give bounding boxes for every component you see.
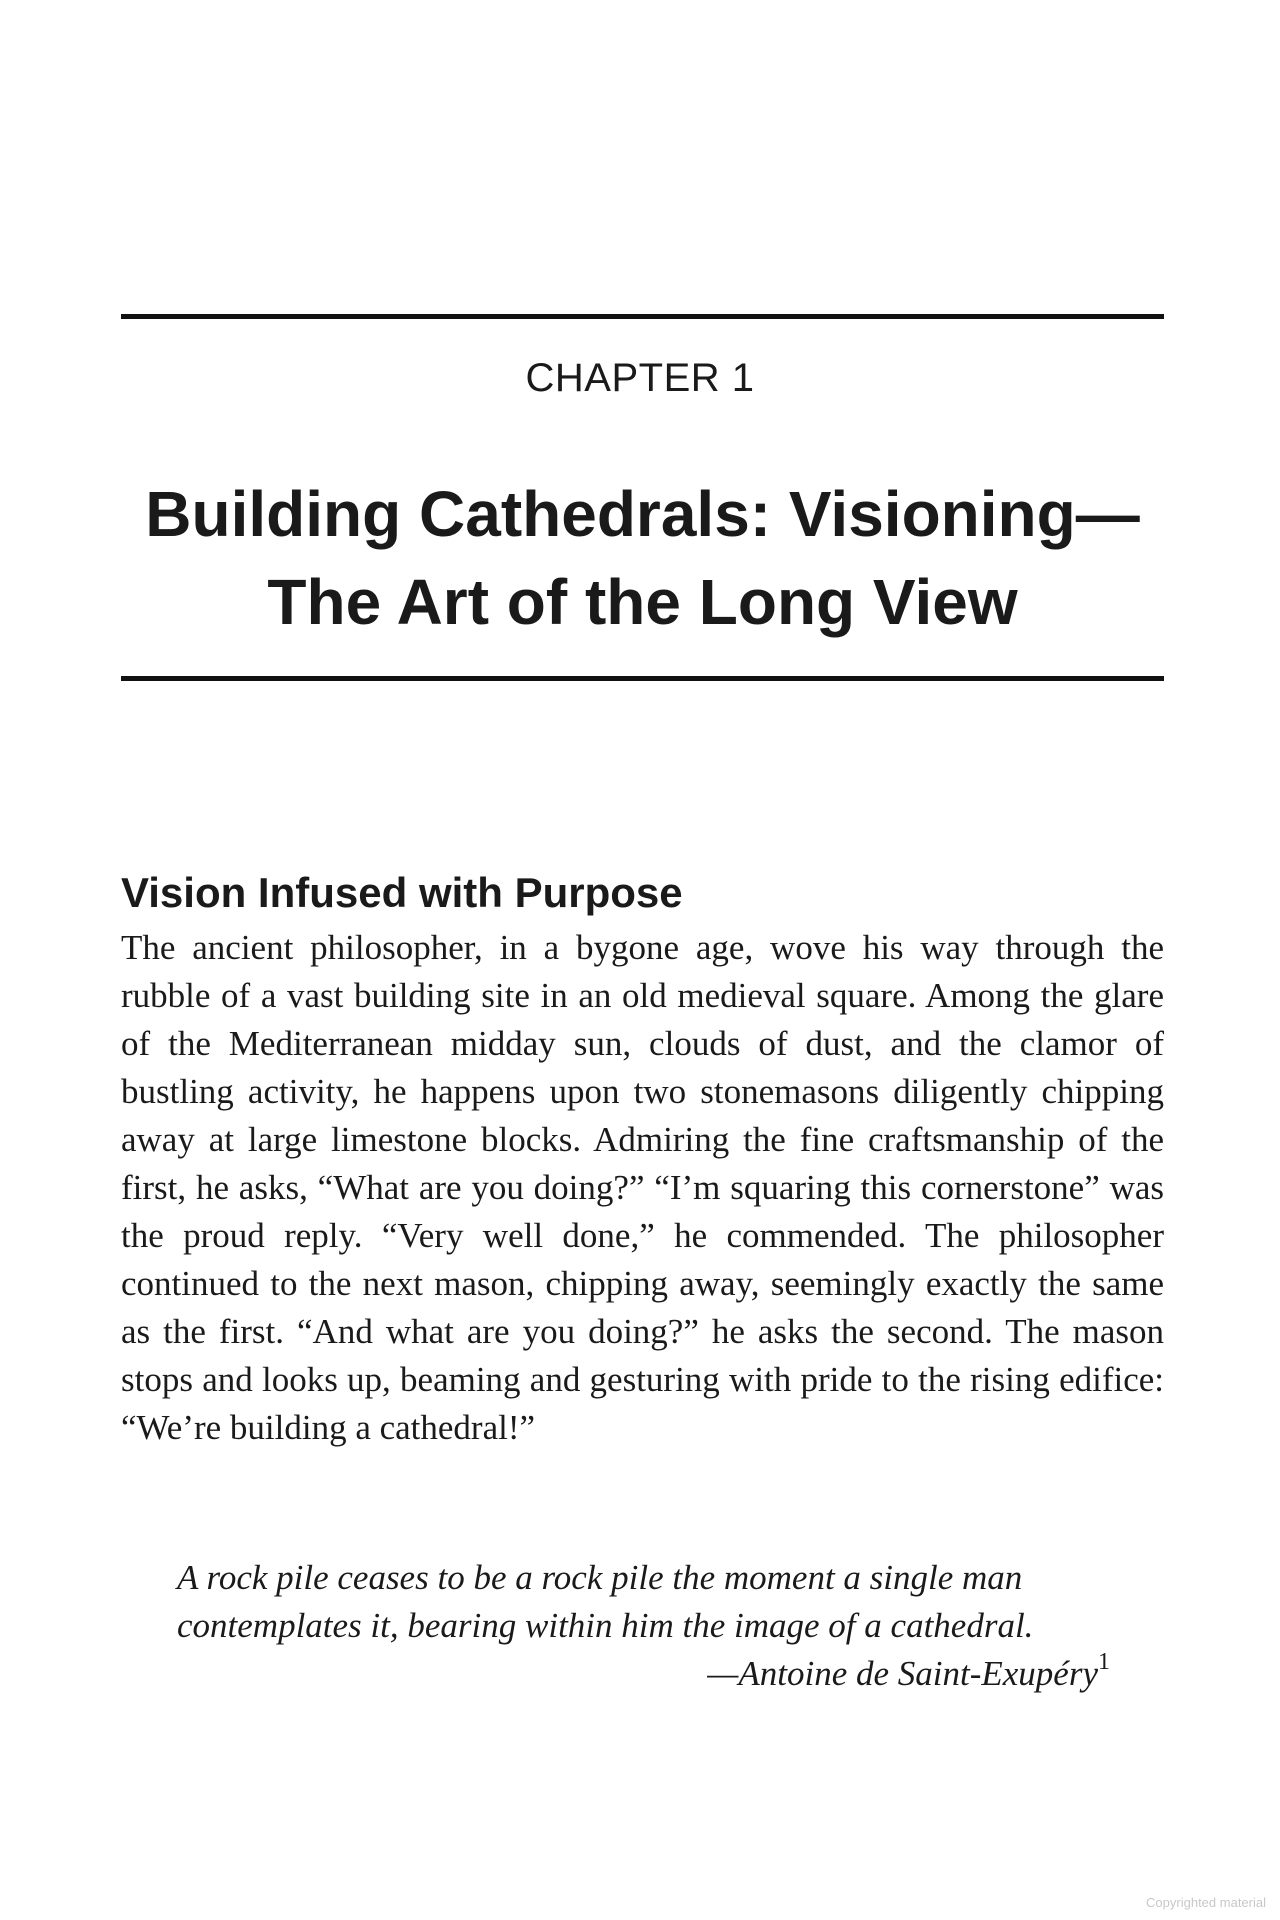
chapter-label: CHAPTER 1 (525, 356, 755, 400)
copyright-watermark: Copyrighted material (1146, 1895, 1266, 1910)
section-heading: Vision Infused with Purpose (121, 869, 683, 916)
top-rule (121, 314, 1164, 319)
epigraph-line-2: contemplates it, bearing within him the image of a cathedral. (177, 1606, 1034, 1645)
chapter-title-line-2: The Art of the Long View (267, 566, 1018, 638)
footnote-marker[interactable]: 1 (1098, 1649, 1110, 1675)
chapter-title-line-1: Building Cathedrals: Visioning— (145, 478, 1140, 550)
attribution-text: —Antoine de Saint-Exupéry (707, 1654, 1098, 1693)
epigraph-attribution (177, 1650, 1110, 1698)
chapter-title (121, 470, 1164, 646)
bottom-rule (121, 676, 1164, 681)
epigraph-quote (177, 1554, 1110, 1698)
epigraph-line-1: A rock pile ceases to be a rock pile the moment a single man (177, 1558, 1023, 1597)
body-paragraph: The ancient philosopher, in a bygone age, wove his way through the rubble of a vast building site in an old medieval square. Among the glare of the Mediterranean midday sun, clouds of dust, and the clamor of bustling activity, he happens upon two stonemasons diligently chipping away at large limestone blocks. Admiring the fine craftsmanship of the first, he asks, “What are you doing?” “I’m squaring this cornerstone” was the proud reply. “Very well done,” he commended. The philosopher continued to the next mason, chipping away, seemingly exactly the same as the first. “And what are you doing?” he asks the second. The mason stops and looks up, beaming and gesturing with pride to the rising edifice: “We’re building a cathedral!” (121, 928, 1164, 1447)
